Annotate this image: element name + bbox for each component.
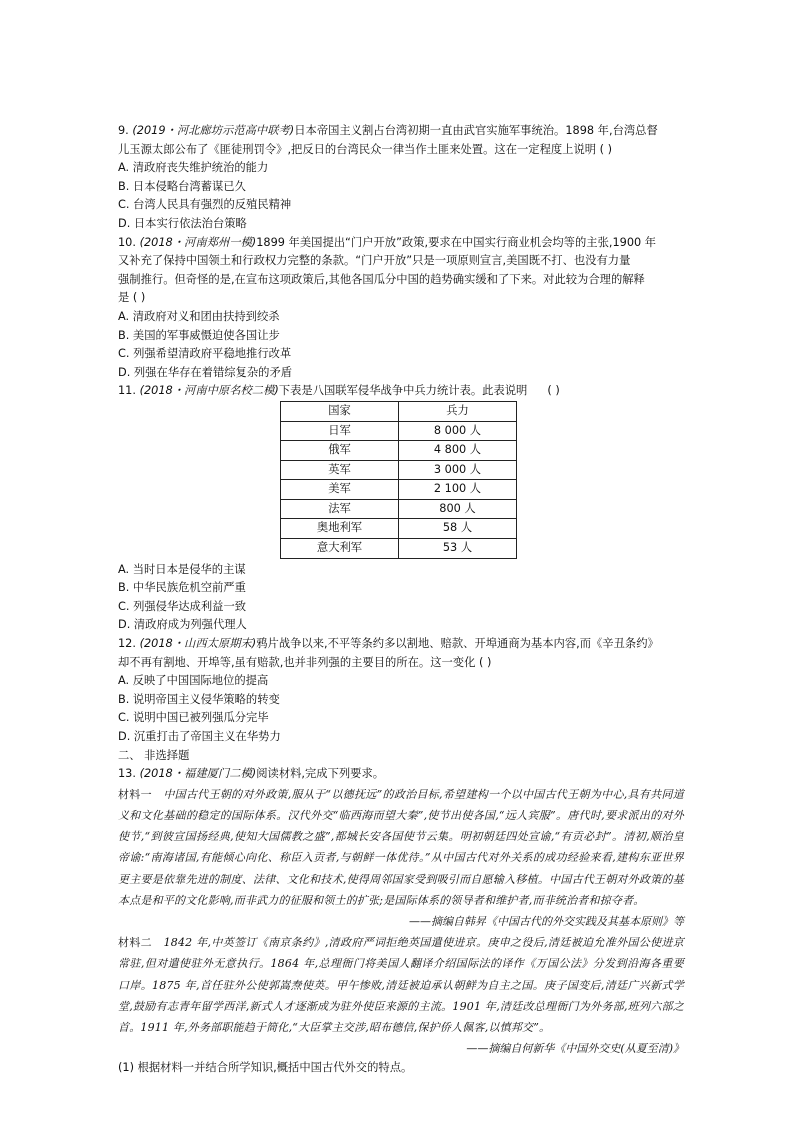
option-a[interactable]: A. 反映了中国国际地位的提高 — [118, 674, 269, 688]
table-row — [281, 539, 517, 559]
exam-page — [118, 122, 684, 1078]
option-d[interactable]: D. 日本实行依法治台策略 — [118, 216, 247, 230]
section-heading: 二、 非选择题 — [118, 748, 190, 762]
question-source: (2018・山西太原期末) — [139, 637, 257, 651]
question-9-stem — [118, 122, 684, 141]
troop-table — [280, 401, 517, 559]
sub-question-1: (1) 根据材料一并结合所学知识,概括中国古代外交的特点。 — [118, 1061, 413, 1075]
table-header-row — [281, 401, 517, 421]
question-10-stem-cont: 强制推行。但奇怪的是,在宣布这项政策后,其他各国瓜分中国的趋势确实缓和了下来。对此较为合理的解释 — [118, 272, 645, 286]
table-row — [281, 480, 517, 500]
question-source: (2019・河北廊坊示范高中联考) — [132, 124, 295, 137]
material-text: 1842 年,中英签订《南京条约》,清政府严词拒绝英国遣使进京。庚申之役后,清廷被迫允准外国公使进京常驻,但对遣使驻外无意执行。1864 年,总理衙门将美国人翻译介绍国际法的译作《万国公法》分发到沿海各重要口岸。1875 年,首任驻外公使郭嵩焘使英。甲午惨败,清廷被迫承认朝鲜为自主之国。庚子国变后,清廷广兴新式学堂,鼓励有志青年留学西洋,新式人才逐渐成为驻外使臣来源的主流。1901 年,清廷改总理衙门为外务部,班列六部之首。1911 年,外务部职能趋于简化,“大臣掌主交涉,昭布德信,保护侨人佩客,以慎邦交”。 — [118, 936, 684, 1035]
question-10 — [118, 234, 684, 383]
question-11-stem — [118, 382, 684, 401]
question-text: 下表是八国联军侵华战争中兵力统计表。此表说明 — [278, 384, 528, 398]
table-cell: 奥地利军 — [281, 519, 399, 539]
question-9-stem-cont: 儿玉源太郎公布了《匪徒刑罚令》,把反日的台湾民众一律当作土匪来处置。这在一定程度上说明 ( ) — [118, 142, 613, 156]
question-text: 日本帝国主义割占台湾初期一直由武官实施军事统治。1898 年,台湾总督 — [294, 124, 658, 137]
question-text: 1899 年美国提出“门户开放”政策,要求在中国实行商业机会均等的主张,1900 年 — [256, 235, 657, 249]
table-cell: 俄军 — [281, 441, 399, 461]
question-source: (2018・福建厦门二模) — [139, 767, 257, 781]
table-row — [281, 519, 517, 539]
table-cell: 2 100 人 — [399, 480, 517, 500]
question-9 — [118, 122, 684, 234]
option-d[interactable]: D. 沉重打击了帝国主义在华势力 — [118, 730, 281, 743]
material-1 — [118, 784, 684, 911]
question-number: 11. — [118, 384, 140, 398]
table-cell: 日军 — [281, 421, 399, 441]
table-row — [281, 421, 517, 441]
option-b[interactable]: B. 中华民族危机空前严重 — [118, 581, 246, 595]
table-cell: 法军 — [281, 499, 399, 519]
material-text: 中国古代王朝的对外政策,服从于“以德抚远”的政治目标,希望建构一个以中国古代王朝为中心,具有共同道义和文化基础的稳定的国际体系。汉代外交“临西海而望大秦”,使节出使各国,“远人宾服”。唐代时,要求派出的对外使节,“到彼宣国扬经典,使知大国儒教之盛”,都城长安各国使节云集。明初朝廷四处宣谕,“有贡必封”。清初,顺治皇帝谕:“南海诸国,有能倾心向化、称臣入贡者,与朝鲜一体优待。”从中国古代对外关系的成功经验来看,建构东亚世界更主要是依靠先进的制度、法律、文化和技术,使得周邻国家受到吸引而自愿输入移植。中国古代王朝对外政策的基本点是和平的文化影响,而非武力的征服和领土的扩张;是国际体系的领导者和维护者,而非统治者和掠夺者。 — [118, 787, 684, 907]
material-2 — [118, 932, 684, 1038]
table-header: 国家 — [281, 401, 399, 421]
table-cell: 4 800 人 — [399, 441, 517, 461]
question-text: 鸦片战争以来,不平等条约多以割地、赔款、开埠通商为基本内容,而《辛丑条约》 — [256, 637, 659, 651]
question-number: 10. — [118, 235, 140, 249]
question-13 — [118, 765, 684, 1078]
table-row — [281, 441, 517, 461]
option-d[interactable]: D. 清政府成为列强代理人 — [118, 618, 247, 632]
option-d[interactable]: D. 列强在华存在着错综复杂的矛盾 — [118, 365, 293, 379]
question-number: 9. — [118, 124, 133, 137]
option-c[interactable]: C. 列强希望清政府平稳地推行改革 — [118, 347, 292, 361]
table-row — [281, 460, 517, 480]
table-header: 兵力 — [399, 401, 517, 421]
table-cell: 58 人 — [399, 519, 517, 539]
option-b[interactable]: B. 说明帝国主义侵华策略的转变 — [118, 692, 280, 706]
option-c[interactable]: C. 说明中国已被列强瓜分完毕 — [118, 711, 269, 725]
option-a[interactable]: A. 当时日本是侵华的主谋 — [118, 562, 246, 576]
option-b[interactable]: B. 日本侵略台湾蓄谋已久 — [118, 179, 246, 193]
table-cell: 美军 — [281, 480, 399, 500]
question-12-stem-cont: 却不再有割地、开埠等,虽有赔款,也并非列强的主要目的所在。这一变化 ( ) — [118, 655, 492, 669]
question-10-stem-cont: 又补充了保持中国领土和行政权力完整的条款。“门户开放”只是一项原则宣言,美国既不打、也没有力量 — [118, 254, 631, 268]
table-cell: 53 人 — [399, 539, 517, 559]
question-10-stem — [118, 234, 684, 253]
table-cell: 8 000 人 — [399, 421, 517, 441]
question-text: 阅读材料,完成下列要求。 — [256, 767, 385, 781]
question-12 — [118, 635, 684, 747]
table-row — [281, 499, 517, 519]
option-c[interactable]: C. 列强侵华达成利益一致 — [118, 599, 247, 613]
question-source: (2018・河南中原名校二模) — [139, 384, 279, 398]
table-cell: 800 人 — [399, 499, 517, 519]
table-cell: 3 000 人 — [399, 460, 517, 480]
material-1-citation: ——摘编自韩昇《中国古代的外交实践及其基本原则》等 — [409, 915, 684, 928]
table-cell: 意大利军 — [281, 539, 399, 559]
option-c[interactable]: C. 台湾人民具有强烈的反殖民精神 — [118, 198, 292, 212]
question-number: 12. — [118, 637, 140, 651]
question-number: 13. — [118, 767, 140, 781]
question-13-stem — [118, 765, 684, 784]
option-b[interactable]: B. 美国的军事威慑迫使各国让步 — [118, 328, 280, 342]
question-11 — [118, 382, 684, 635]
table-cell: 英军 — [281, 460, 399, 480]
question-12-stem — [118, 635, 684, 654]
material-2-citation: ——摘编自何新华《中国外交史(从夏至清)》 — [466, 1042, 684, 1056]
material-label: 材料二 — [118, 936, 153, 950]
option-a[interactable]: A. 清政府对义和团由扶持到绞杀 — [118, 309, 280, 323]
answer-paren: ( ) — [547, 384, 560, 398]
option-a[interactable]: A. 清政府丧失维护统治的能力 — [118, 161, 269, 175]
material-label: 材料一 — [118, 787, 152, 801]
question-source: (2018・河南郑州一模) — [139, 235, 257, 249]
question-10-stem-cont: 是 ( ) — [118, 291, 146, 305]
